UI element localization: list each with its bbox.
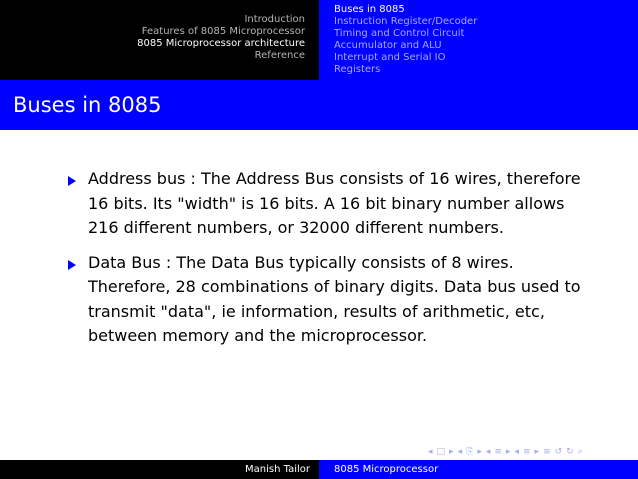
nav-prev-frame-icon[interactable]: ◂ [428,447,433,457]
nav-subsection-icon[interactable]: ⎘ [466,447,474,457]
subsection-nav [319,0,638,80]
frame-title: Buses in 8085 [13,93,162,117]
section-nav [0,0,319,80]
nav-forward-icon[interactable]: ↻ [566,447,574,457]
nav-subsection-buses[interactable]: Buses in 8085 [334,4,405,15]
nav-next-section-icon[interactable]: ▸ [505,447,511,457]
bullet-text-address-bus: Address bus : The Address Bus consists of 16 wires, therefore 16 bits. Its "width" is 16 bits. A 16 bit binary number allows 216 different numbers, or 32000 different numbers. [88,169,581,237]
bullet-item [68,251,598,349]
footer-bar [0,460,638,479]
nav-section-introduction[interactable]: Introduction [244,14,305,25]
slide-content [68,167,598,359]
bullet-text-data-bus: Data Bus : The Data Bus typically consists of 8 wires. Therefore, 28 combinations of binary digits. Data bus used to transmit "data", ie information, results of arithmetic, etc, between memory and the microprocessor. [88,252,581,345]
nav-subsection-interrupt-serial[interactable]: Interrupt and Serial IO [334,52,446,63]
nav-subsection-registers[interactable]: Registers [334,64,381,75]
beamer-navigation-symbols [428,446,583,458]
nav-prev-subsection-icon[interactable]: ◂ [457,447,463,457]
nav-section-architecture[interactable]: 8085 Microprocessor architecture [137,38,305,49]
bullet-arrow-icon [68,260,76,270]
footer-author: Manish Tailor [245,464,310,475]
nav-section-icon[interactable]: ≡ [494,447,502,457]
frame-title-bar [0,80,638,130]
nav-prev-section-icon[interactable]: ◂ [485,447,491,457]
nav-doc-icon[interactable]: ≡ [522,447,531,457]
nav-subsection-instruction-register[interactable]: Instruction Register/Decoder [334,16,478,27]
footer-title-box [319,460,638,479]
nav-frame-icon[interactable]: □ [436,447,446,457]
header-bar [0,0,638,80]
nav-section-reference[interactable]: Reference [254,50,305,61]
nav-prev-doc-icon[interactable]: ◂ [514,447,519,457]
footer-author-box [0,460,319,479]
nav-subsection-accumulator-alu[interactable]: Accumulator and ALU [334,40,442,51]
nav-next-subsection-icon[interactable]: ▸ [477,447,482,457]
nav-back-icon[interactable]: ↺ [554,447,563,457]
footer-title: 8085 Microprocessor [334,464,439,475]
nav-subsection-timing-control[interactable]: Timing and Control Circuit [334,28,465,39]
nav-section-features[interactable]: Features of 8085 Microprocessor [141,26,305,37]
nav-search-icon[interactable]: ⌕ [577,447,583,457]
bullet-item [68,167,598,241]
nav-next-frame-icon[interactable]: ▸ [449,447,454,457]
nav-next-doc-icon[interactable]: ▸ [534,447,540,457]
nav-appendix-icon[interactable]: ≡ [543,447,551,457]
bullet-arrow-icon [68,176,76,186]
